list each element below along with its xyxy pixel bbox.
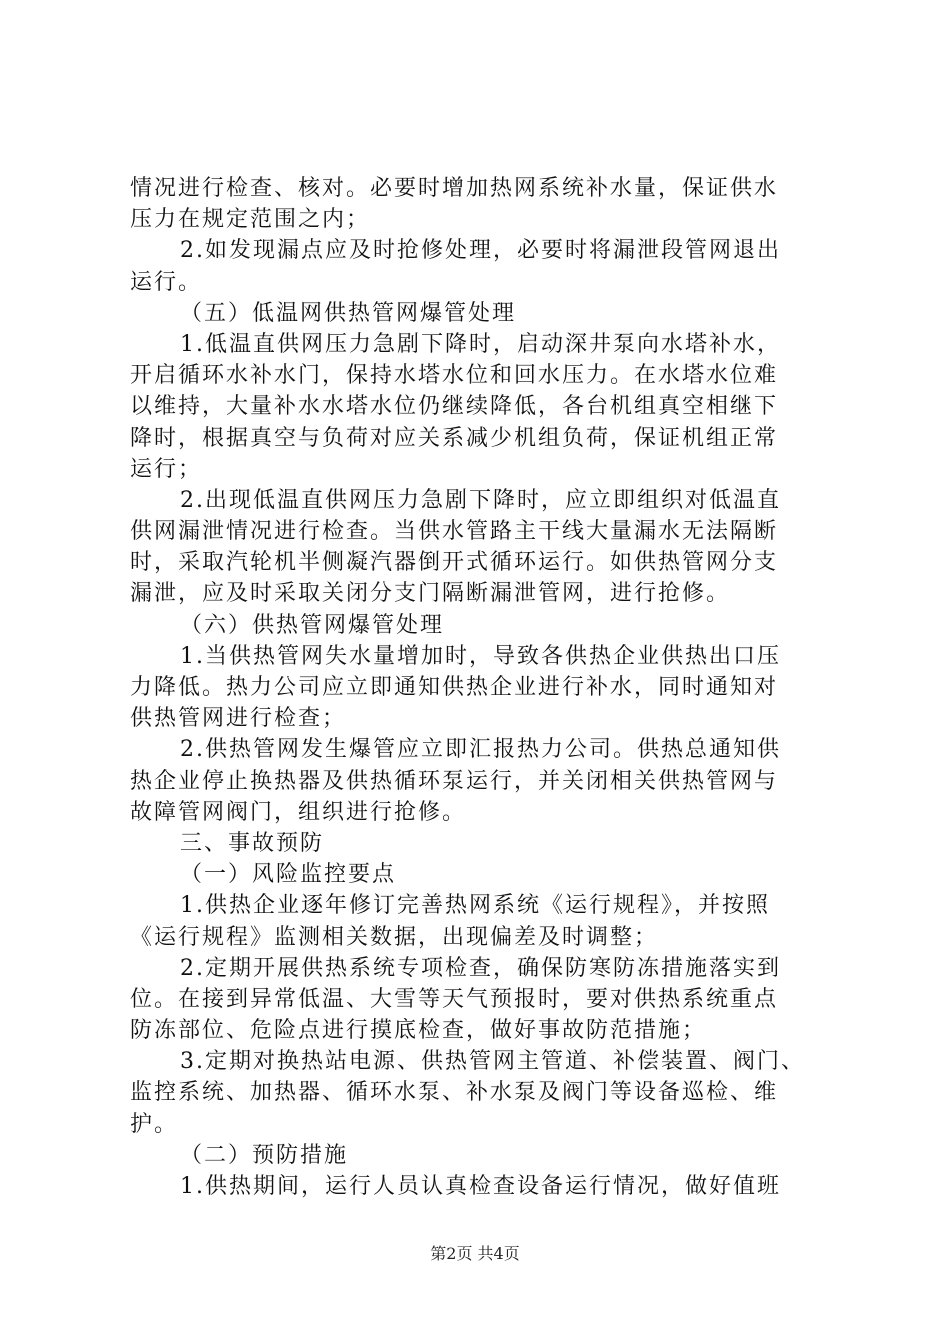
text-line: （六）供热管网爆管处理 (180, 612, 445, 638)
text-line: 1.当供热管网失水量增加时，导致各供热企业供热出口压 (180, 643, 781, 669)
text-line: 1.低温直供网压力急剧下降时，启动深井泵向水塔补水， (180, 331, 781, 357)
text-line: 降时，根据真空与负荷对应关系减少机组负荷，保证机组正常 (130, 425, 779, 451)
text-line: （二）预防措施 (180, 1142, 349, 1168)
text-line: （五）低温网供热管网爆管处理 (180, 300, 517, 326)
text-line: 2.出现低温直供网压力急剧下降时，应立即组织对低温直 (180, 487, 781, 513)
text-line: 故障管网阀门，组织进行抢修。 (130, 799, 467, 825)
text-line: 运行。 (130, 269, 203, 295)
text-line: 2.定期开展供热系统专项检查，确保防寒防冻措施落实到 (180, 955, 781, 981)
page-footer: 第2页 共4页 (430, 1244, 520, 1263)
text-line: 1.供热企业逐年修订完善热网系统《运行规程》，并按照 (180, 893, 770, 919)
text-line: 漏泄，应及时采取关闭分支门隔断漏泄管网，进行抢修。 (130, 581, 731, 607)
text-line: 以维持，大量补水水塔水位仍继续降低，各台机组真空相继下 (130, 394, 779, 420)
text-line: 压力在规定范围之内； (130, 207, 371, 233)
text-line: 护。 (130, 1111, 179, 1137)
text-line: 防冻部位、危险点进行摸底检查，做好事故防范措施； (130, 1018, 707, 1044)
text-line: 2.供热管网发生爆管应立即汇报热力公司。供热总通知供 (180, 737, 781, 763)
text-line: 热企业停止换热器及供热循环泵运行，并关闭相关供热管网与 (130, 768, 779, 794)
text-line: 运行； (130, 456, 203, 482)
text-line: 供网漏泄情况进行检查。当供水管路主干线大量漏水无法隔断 (130, 519, 779, 545)
text-line: 开启循环水补水门，保持水塔水位和回水压力。在水塔水位难 (130, 363, 779, 389)
text-line: 1.供热期间，运行人员认真检查设备运行情况，做好值班 (180, 1174, 781, 1199)
text-line: 供热管网进行检查； (130, 706, 347, 732)
text-line: 2.如发现漏点应及时抢修处理，必要时将漏泄段管网退出 (180, 238, 781, 264)
document-body (130, 173, 830, 1202)
text-line: 《运行规程》监测相关数据，出现偏差及时调整； (130, 924, 659, 950)
text-line: 3.定期对换热站电源、供热管网主管道、补偿装置、阀门、 (180, 1049, 805, 1075)
text-line: 位。在接到异常低温、大雪等天气预报时，要对供热系统重点 (130, 986, 779, 1012)
text-line: 三、事故预防 (180, 830, 325, 856)
text-line: 监控系统、加热器、循环水泵、补水泵及阀门等设备巡检、维 (130, 1080, 779, 1106)
text-line: 情况进行检查、核对。必要时增加热网系统补水量，保证供水 (130, 176, 779, 201)
text-line: 力降低。热力公司应立即通知供热企业进行补水，同时通知对 (130, 675, 779, 700)
text-line: （一）风险监控要点 (180, 862, 397, 888)
text-line: 时，采取汽轮机半侧凝汽器倒开式循环运行。如供热管网分支 (130, 550, 779, 576)
